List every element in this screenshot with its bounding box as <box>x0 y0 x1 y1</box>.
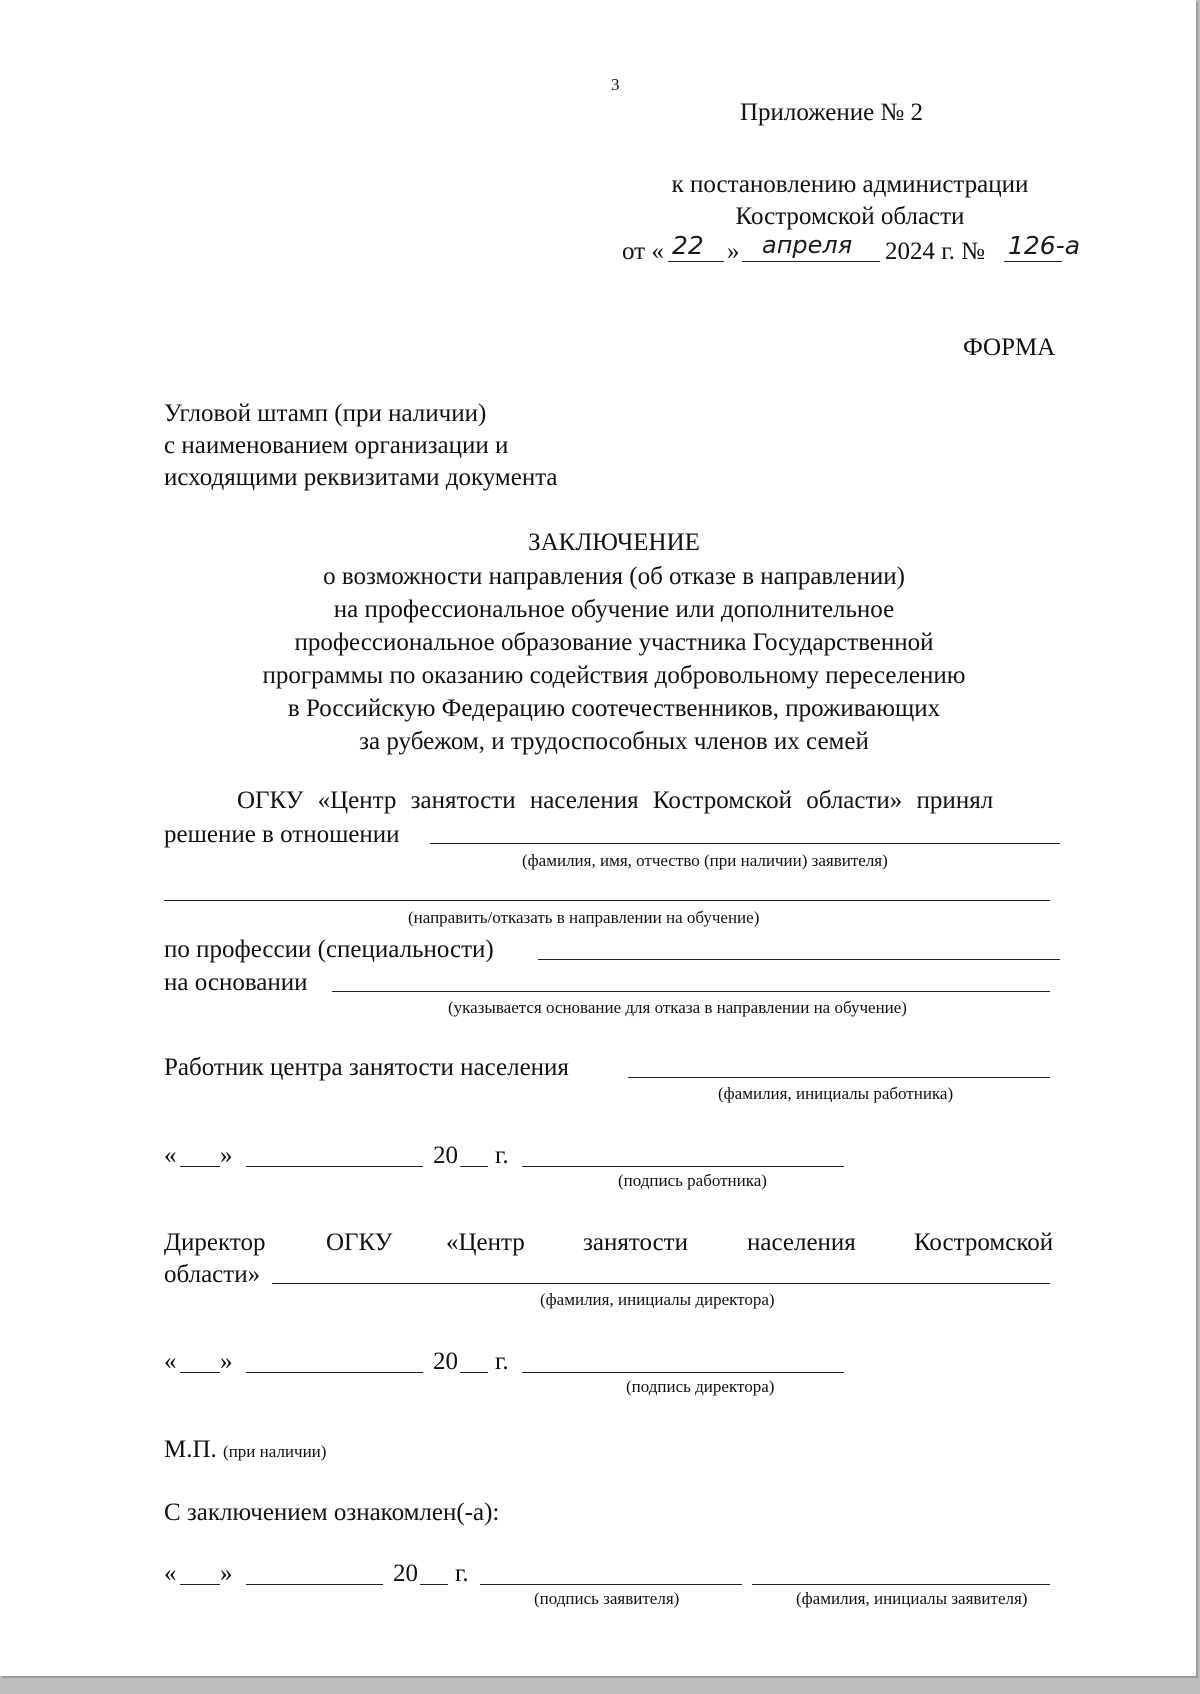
appendix-title: Приложение № 2 <box>740 99 924 126</box>
director-month-field <box>246 1372 423 1373</box>
acquainted-month-field <box>246 1584 383 1585</box>
director-word-1: Директор <box>164 1229 266 1256</box>
director-word-5: населения <box>747 1229 856 1256</box>
hint-basis: (указывается основание для отказа в направлении на обучение) <box>448 998 907 1017</box>
stamp-line-3: исходящими реквизитами документа <box>164 464 558 491</box>
employee-name-field <box>628 1077 1050 1078</box>
employee-year-suffix: г. <box>495 1142 509 1169</box>
title-line-5: в Российскую Федерацию соотечественников, проживающих <box>287 695 941 722</box>
director-word-2: ОГКУ <box>326 1229 393 1256</box>
basis-label: на основании <box>164 969 308 996</box>
employee-date-open: « <box>164 1142 177 1169</box>
month-underline <box>742 261 880 262</box>
applicant-signature-field <box>480 1584 742 1585</box>
acquainted-year: 20 <box>393 1560 418 1587</box>
employee-day-field <box>180 1166 220 1167</box>
hint-director-sign: (подпись директора) <box>626 1377 775 1396</box>
hint-applicant: (фамилия, имя, отчество (при наличии) заявителя) <box>522 851 888 870</box>
handwritten-number: 126-а <box>1008 231 1081 260</box>
hint-employee-name: (фамилия, инициалы работника) <box>718 1084 954 1103</box>
basis-field <box>332 991 1050 992</box>
hint-applicant-name: (фамилия, инициалы заявителя) <box>796 1589 1028 1608</box>
director-date-close: » <box>220 1348 233 1375</box>
profession-label: по профессии (специальности) <box>164 936 494 963</box>
director-name-field <box>272 1283 1050 1284</box>
employee-signature-field <box>522 1166 844 1167</box>
resolution-line-1: к постановлению администрации <box>671 171 1029 198</box>
seal-label <box>164 1437 326 1462</box>
director-word-3: «Центр <box>446 1229 525 1256</box>
title-line-2: на профессиональное обучение или дополнительное <box>333 596 895 623</box>
director-year-field <box>460 1372 488 1373</box>
profession-field <box>538 959 1060 960</box>
page-number: 3 <box>611 75 620 94</box>
acquainted-label: С заключением ознакомлен(-а): <box>164 1499 500 1526</box>
stamp-line-2: с наименованием организации и <box>164 432 509 459</box>
director-year-suffix: г. <box>495 1348 509 1375</box>
acquainted-date-close: » <box>220 1560 233 1587</box>
acquainted-year-field <box>420 1584 448 1585</box>
title-line-1: о возможности направления (об отказе в направлении) <box>323 563 905 590</box>
decision-line-1: ОГКУ «Центр занятости населения Костромской области» принял <box>237 787 994 814</box>
acquainted-year-suffix: г. <box>455 1560 469 1587</box>
title-line-6: за рубежом, и трудоспособных членов их семей <box>359 728 869 755</box>
employee-month-field <box>246 1166 423 1167</box>
direct-decision-field <box>164 900 1050 901</box>
hint-director-name: (фамилия, инициалы директора) <box>540 1290 775 1309</box>
date-prefix: от « <box>622 238 664 265</box>
hint-employee-sign: (подпись работника) <box>618 1171 767 1190</box>
director-date-open: « <box>164 1348 177 1375</box>
date-year: 2024 г. № <box>885 238 986 265</box>
employee-date-close: » <box>220 1142 233 1169</box>
hint-direct: (направить/отказать в направлении на обучение) <box>408 908 760 927</box>
decision-line-2: решение в отношении <box>164 821 400 848</box>
title-line-4: программы по оказанию содействия добровольному переселению <box>262 662 966 689</box>
title-line-3: профессиональное образование участника Государственной <box>294 629 934 656</box>
document-title: ЗАКЛЮЧЕНИЕ <box>528 529 700 556</box>
seal-text: М.П. <box>164 1436 217 1463</box>
director-word-6: Костромской <box>914 1229 1054 1256</box>
acquainted-date-open: « <box>164 1560 177 1587</box>
director-signature-field <box>522 1372 844 1373</box>
hint-applicant-sign: (подпись заявителя) <box>534 1589 680 1608</box>
handwritten-day: 22 <box>672 231 704 260</box>
form-label: ФОРМА <box>963 334 1056 361</box>
seal-hint: (при наличии) <box>223 1442 327 1461</box>
director-line-2: области» <box>164 1261 261 1288</box>
director-day-field <box>180 1372 220 1373</box>
employee-year-field <box>460 1166 488 1167</box>
handwritten-month: апреля <box>762 231 853 259</box>
acquainted-day-field <box>180 1584 220 1585</box>
resolution-line-2: Костромской области <box>735 203 965 230</box>
employee-label: Работник центра занятости населения <box>164 1054 569 1081</box>
date-mid: » <box>727 238 740 265</box>
director-word-4: занятости <box>583 1229 688 1256</box>
day-underline <box>668 261 724 262</box>
applicant-name-field <box>430 843 1060 844</box>
applicant-name-sign-field <box>752 1584 1050 1585</box>
director-year: 20 <box>433 1348 458 1375</box>
employee-year: 20 <box>433 1142 458 1169</box>
stamp-line-1: Угловой штамп (при наличии) <box>164 400 487 427</box>
number-underline <box>1004 261 1062 262</box>
